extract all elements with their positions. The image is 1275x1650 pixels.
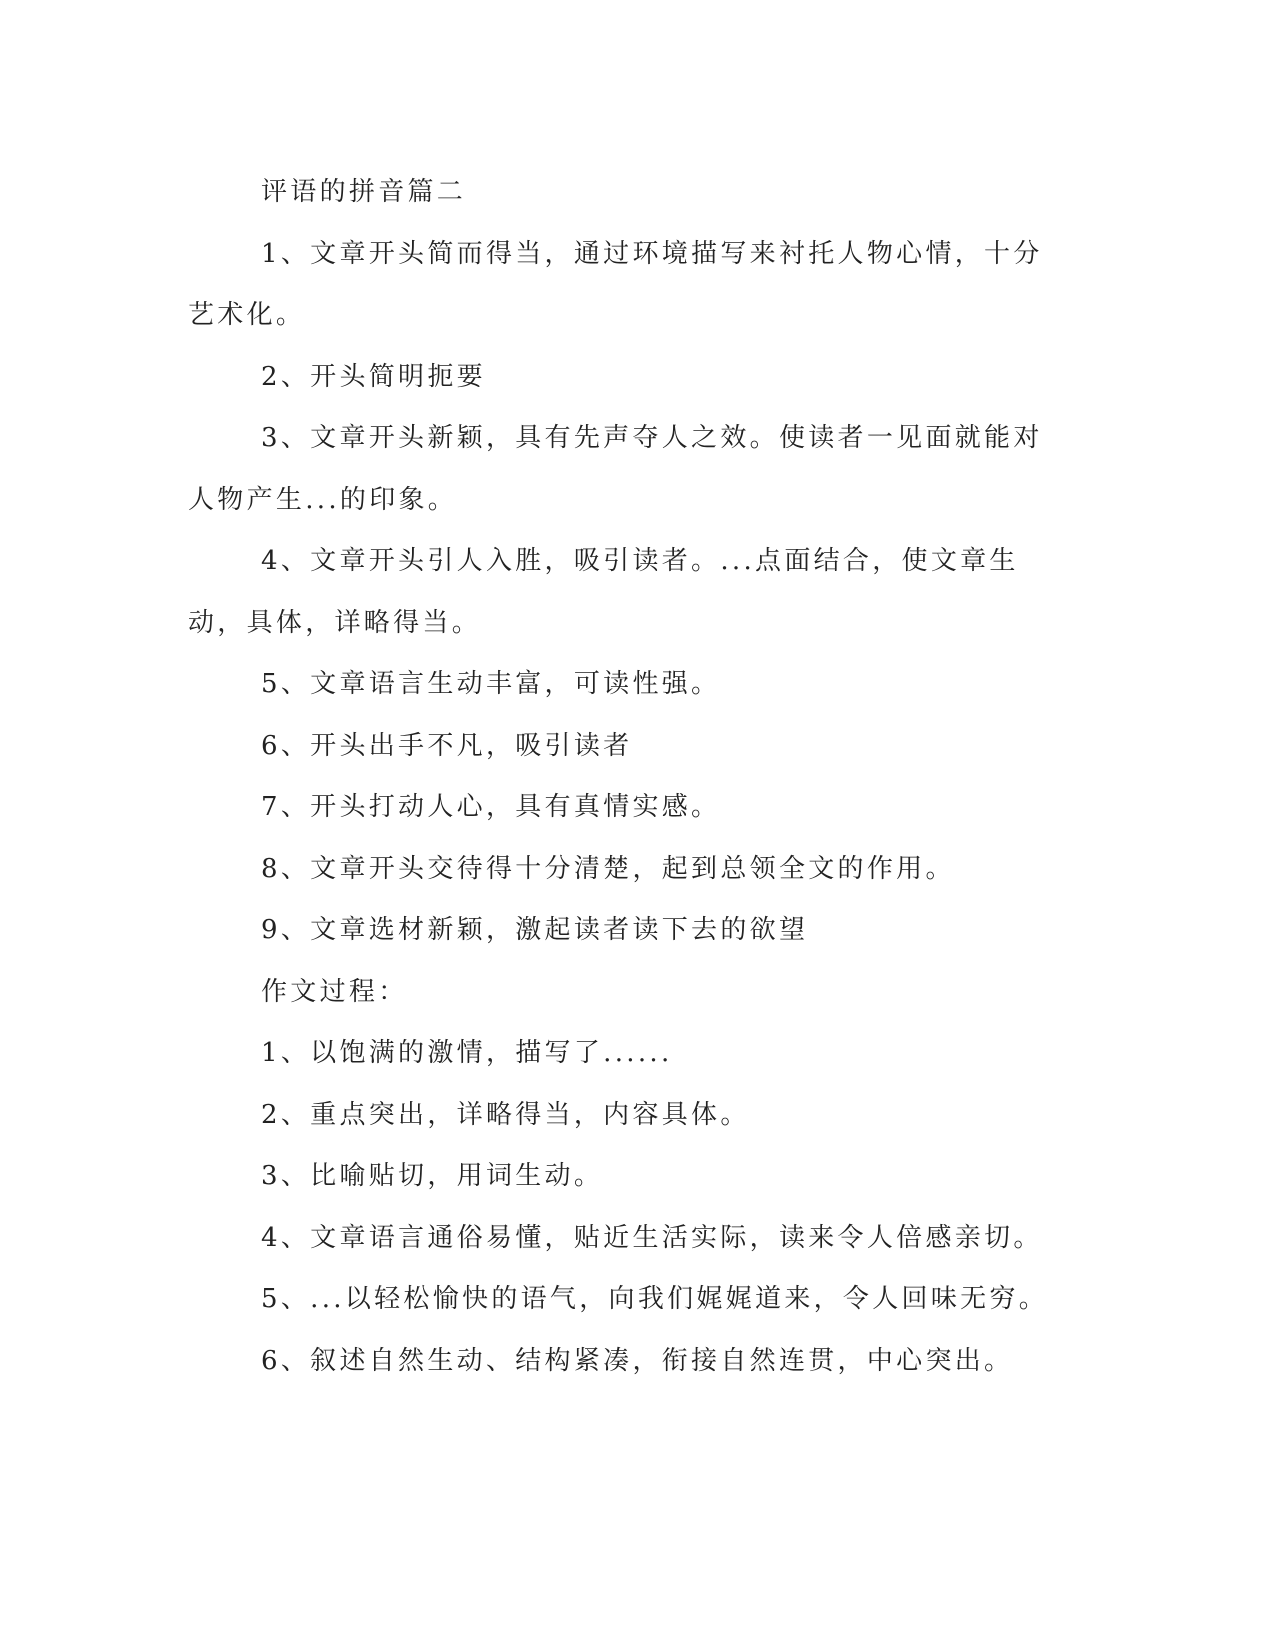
section-title: 评语的拼音篇二 xyxy=(261,177,467,207)
opening-comment-6: 6、开头出手不凡，吸引读者 xyxy=(261,730,633,761)
opening-comment-7: 7、开头打动人心，具有真情实感。 xyxy=(261,792,721,822)
process-comment-1: 1、以饱满的激情，描写了...... xyxy=(261,1038,673,1068)
process-comment-3: 3、比喻贴切，用词生动。 xyxy=(261,1161,604,1191)
opening-comment-5: 5、文章语言生动丰富，可读性强。 xyxy=(261,669,721,699)
process-comment-5: 5、...以轻松愉快的语气，向我们娓娓道来，令人回味无穷。 xyxy=(261,1284,1049,1314)
document-body xyxy=(188,162,1058,1392)
process-comment-4: 4、文章语言通俗易懂，贴近生活实际，读来令人倍感亲切。 xyxy=(261,1222,1043,1253)
opening-comment-3: 3、文章开头新颖，具有先声夺人之效。使读者一见面就能对人物产生...的印象。 xyxy=(188,423,1043,515)
opening-comment-4: 4、文章开头引人入胜，吸引读者。...点面结合，使文章生动，具体，详略得当。 xyxy=(188,546,1019,638)
process-comment-6: 6、叙述自然生动、结构紧凑，衔接自然连贯，中心突出。 xyxy=(261,1345,1014,1376)
opening-comment-9: 9、文章选材新颖，激起读者读下去的欲望 xyxy=(261,915,809,945)
process-heading: 作文过程： xyxy=(261,976,408,1007)
opening-comment-1: 1、文章开头简而得当，通过环境描写来衬托人物心情，十分艺术化。 xyxy=(188,238,1043,330)
process-comment-2: 2、重点突出，详略得当，内容具体。 xyxy=(261,1099,750,1130)
opening-comment-2: 2、开头简明扼要 xyxy=(261,361,486,392)
opening-comment-8: 8、文章开头交待得十分清楚，起到总领全文的作用。 xyxy=(261,853,955,884)
